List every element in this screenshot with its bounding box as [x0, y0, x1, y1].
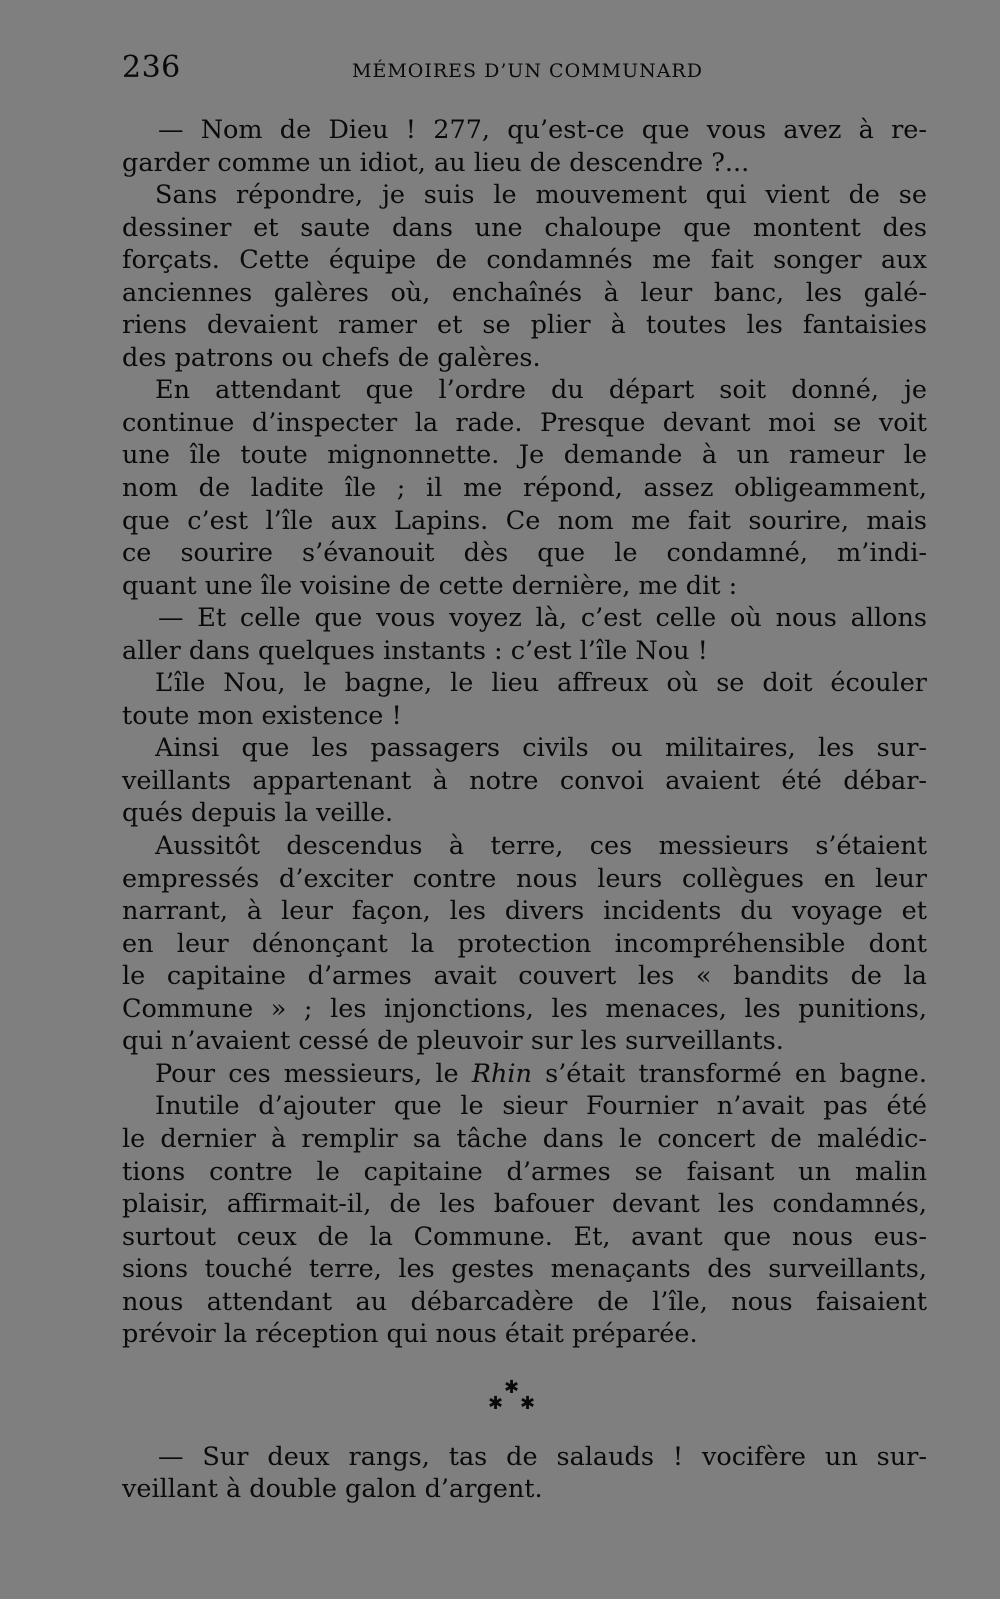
text-line: nous attendant au débarcadère de l’île, nous faisaient	[122, 1286, 927, 1317]
text-line: empressés d’exciter contre nous leurs collègues en leur	[122, 863, 927, 894]
text-line: — Et celle que vous voyez là, c’est celle où nous allons	[158, 603, 927, 634]
book-page	[122, 50, 927, 1506]
text-line: le capitaine d’armes avait couvert les « bandits de la	[122, 961, 927, 992]
asterism-star-top: ✱	[504, 1376, 520, 1398]
running-title: MÉMOIRES D’UN COMMUNARD	[352, 60, 703, 82]
text-line: Ainsi que les passagers civils ou militaires, les sur-	[155, 733, 927, 764]
text-line: toute mon existence !	[122, 700, 402, 731]
text-line: narrant, à leur façon, les divers incidents du voyage et	[122, 896, 927, 927]
text-line: qués depuis la veille.	[122, 798, 394, 829]
text-line: que c’est l’île aux Lapins. Ce nom me fait sourire, mais	[122, 505, 927, 536]
asterism-star-left: ✱	[488, 1392, 504, 1414]
text-line: surtout ceux de la Commune. Et, avant que nous eus-	[122, 1221, 927, 1252]
text-line: le dernier à remplir sa tâche dans le concert de malédic-	[122, 1123, 927, 1154]
text-line: sions touché terre, les gestes menaçants des surveillants,	[122, 1254, 927, 1285]
body-text-continued	[122, 1441, 927, 1506]
body-text	[122, 114, 927, 1351]
text-line: aller dans quelques instants : c’est l’île Nou !	[122, 635, 708, 666]
text-line: une île toute mignonnette. Je demande à un rameur le	[122, 440, 927, 471]
ship-name: Rhin	[471, 1058, 532, 1089]
asterism	[122, 1351, 927, 1441]
text-line: qui n’avaient cessé de pleuvoir sur les surveillants.	[122, 1026, 784, 1057]
text-line: Commune » ; les injonctions, les menaces, les punitions,	[122, 993, 927, 1024]
text-line: nom de ladite île ; il me répond, assez obligeamment,	[122, 473, 927, 504]
text-line: — Sur deux rangs, tas de salauds ! vocifère un sur-	[158, 1441, 927, 1472]
text-line: anciennes galères où, enchaînés à leur banc, les galé-	[122, 277, 927, 308]
text-line: Inutile d’ajouter que le sieur Fournier n’avait pas été	[155, 1091, 927, 1122]
text-line: Sans répondre, je suis le mouvement qui vient de se	[155, 180, 927, 211]
text-line: veillants appartenant à notre convoi avaient été débar-	[122, 765, 927, 796]
text-line: L’île Nou, le bagne, le lieu affreux où se doit écouler	[155, 668, 927, 699]
text-line: — Nom de Dieu ! 277, qu’est-ce que vous avez à re-	[158, 115, 927, 145]
text-line: continue d’inspecter la rade. Presque devant moi se voit	[122, 407, 927, 438]
text-line: tions contre le capitaine d’armes se faisant un malin	[122, 1156, 927, 1187]
text-line: garder comme un idiot, au lieu de descendre ?...	[122, 147, 750, 178]
text-line: Pour ces messieurs, le Rhin s’était transformé en bagne.	[155, 1058, 927, 1089]
text-line: veillant à double galon d’argent.	[122, 1474, 543, 1505]
text-line: quant une île voisine de cette dernière, me dit :	[122, 570, 738, 601]
text-line: des patrons ou chefs de galères.	[122, 342, 541, 373]
text-line: riens devaient ramer et se plier à toutes les fantaisies	[122, 310, 927, 341]
text-line: dessiner et saute dans une chaloupe que montent des	[122, 212, 927, 243]
text-line: prévoir la réception qui nous était préparée.	[122, 1319, 698, 1350]
text-line: en leur dénonçant la protection incompréhensible dont	[122, 928, 927, 959]
page-number: 236	[122, 50, 181, 85]
page-header	[122, 50, 927, 90]
text-line: forçats. Cette équipe de condamnés me fait songer aux	[122, 245, 927, 276]
text-line: ce sourire s’évanouit dès que le condamné, m’indi-	[122, 538, 927, 569]
asterism-star-right: ✱	[520, 1392, 536, 1414]
text-line: Aussitôt descendus à terre, ces messieurs s’étaient	[155, 831, 927, 862]
text-line: plaisir, affirmait-il, de les bafouer devant les condamnés,	[122, 1189, 927, 1220]
text-line: En attendant que l’ordre du départ soit donné, je	[155, 375, 927, 406]
